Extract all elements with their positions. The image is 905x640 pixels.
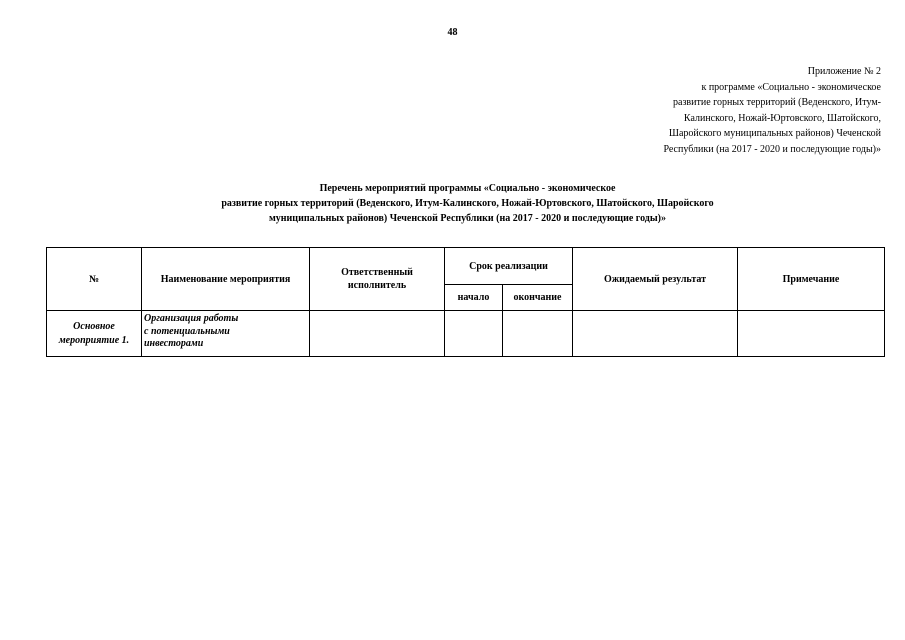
cell-end (503, 311, 573, 357)
header-result: Ожидаемый результат (573, 248, 738, 311)
cell-executor (310, 311, 445, 357)
events-table (46, 247, 885, 357)
appendix-line: Шаройского муниципальных районов) Чеченской (668, 128, 881, 139)
header-period: Срок реализации (445, 248, 573, 285)
cell-result (573, 311, 738, 357)
title-line: муниципальных районов) Чеченской Республики (на 2017 - 2020 и последующие годы)» (268, 213, 667, 224)
cell-note (738, 311, 885, 357)
document-title (0, 181, 905, 226)
appendix-note (591, 64, 881, 157)
title-line: Перечень мероприятий программы «Социально - экономическое (319, 183, 616, 194)
header-note: Примечание (738, 248, 885, 311)
cell-name-line: с потенциальными (144, 325, 230, 337)
header-executor: Ответственный исполнитель (310, 248, 445, 311)
table-row (47, 311, 885, 357)
page-number: 48 (447, 27, 458, 38)
appendix-line: к программе «Социально - экономическое (701, 81, 881, 93)
appendix-line: развитие горных территорий (Веденского, Итум- (673, 97, 881, 108)
header-num: № (47, 248, 142, 311)
cell-name-line: Организация работы (144, 313, 239, 324)
cell-num: Основное мероприятие 1. (47, 311, 142, 357)
title-line: развитие горных территорий (Веденского, Итум-Калинского, Ножай-Юртовского, Шатойского, Шаройского (221, 198, 714, 209)
table-header-row (47, 248, 885, 285)
appendix-line: Республики (на 2017 - 2020 и последующие годы)» (663, 143, 881, 155)
appendix-line: Калинского, Ножай-Юртовского, Шатойского, (683, 112, 881, 124)
header-name: Наименование мероприятия (142, 248, 310, 311)
header-end: окончание (503, 285, 573, 311)
header-start: начало (445, 285, 503, 311)
cell-name-line: инвесторами (144, 338, 204, 349)
cell-start (445, 311, 503, 357)
cell-name (142, 311, 310, 357)
appendix-line: Приложение № 2 (807, 66, 881, 77)
